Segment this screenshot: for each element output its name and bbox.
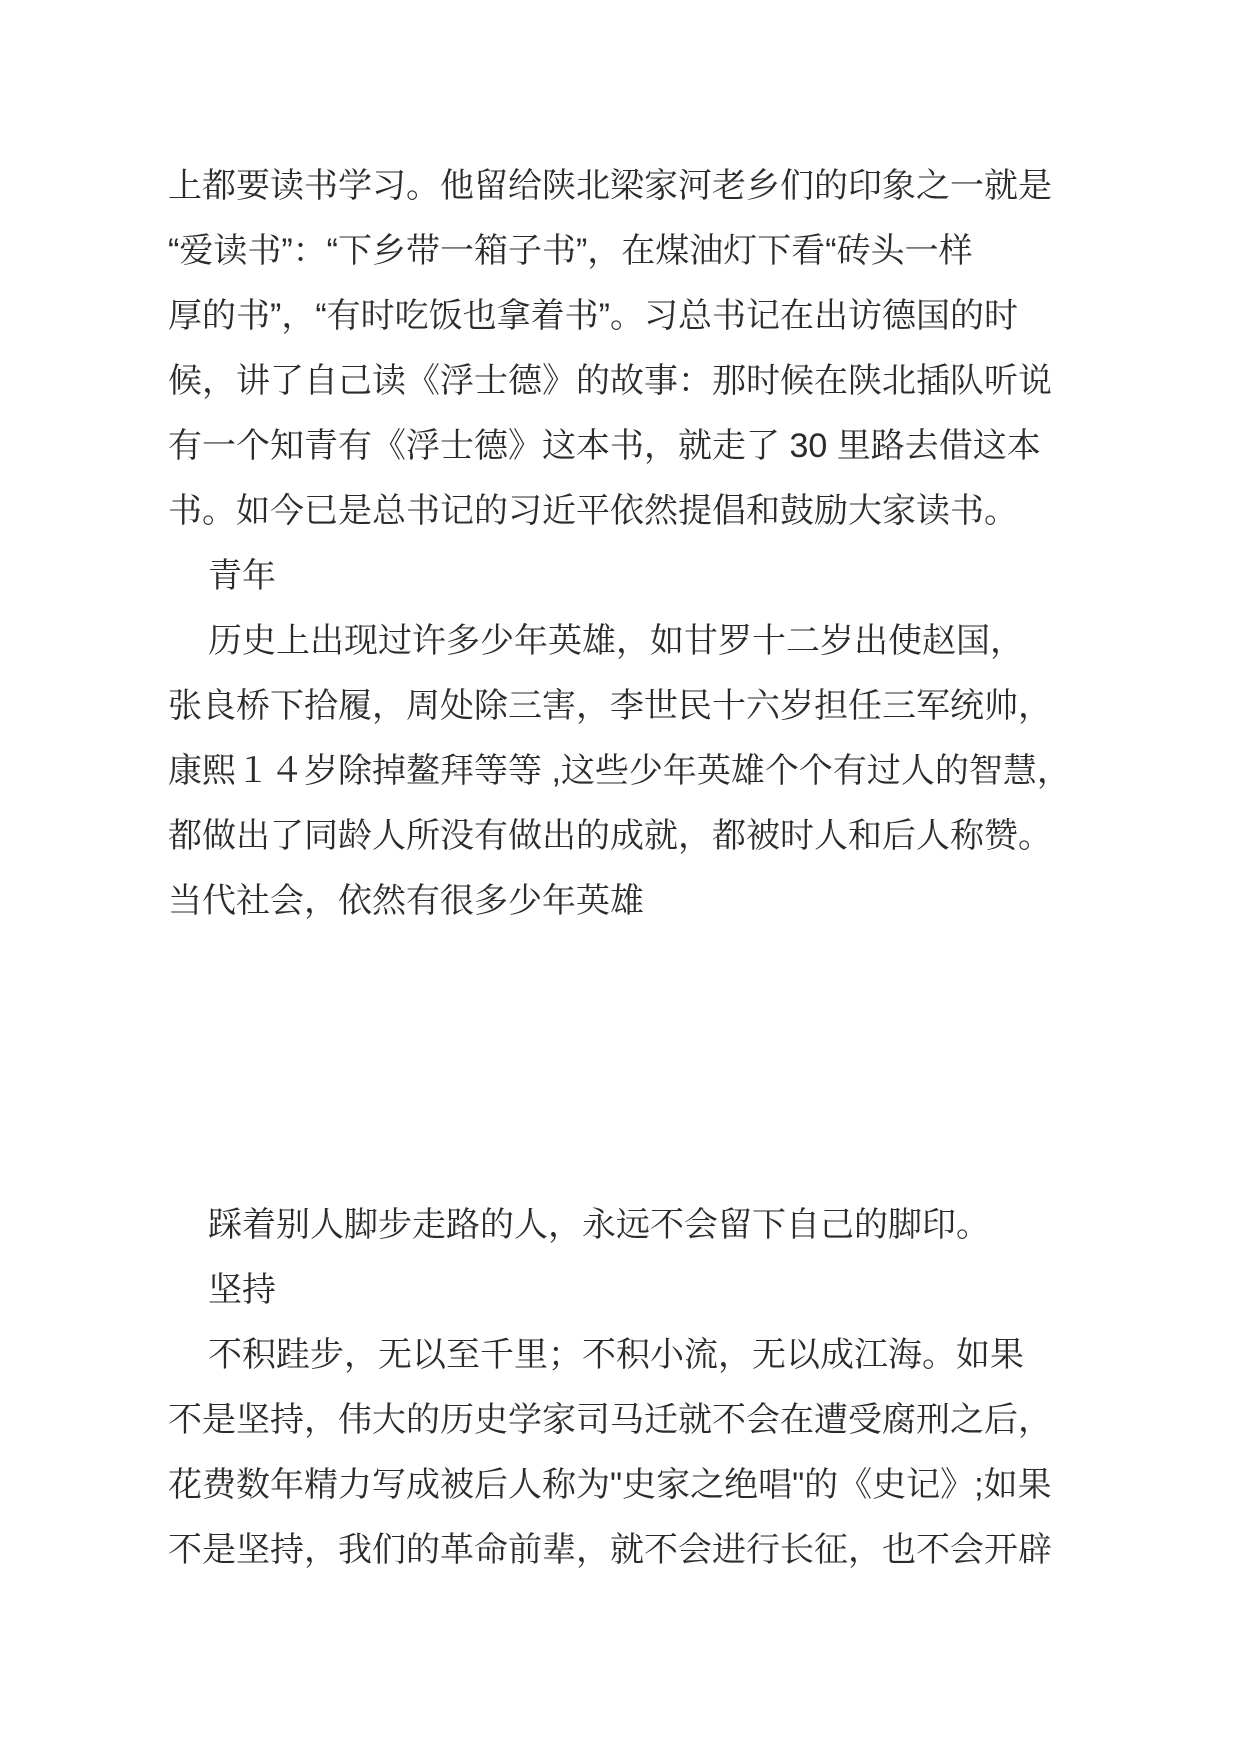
text-line: 张良桥下拾履，周处除三害，李世民十六岁担任三军统帅， — [168, 687, 1052, 725]
text-block — [168, 154, 1128, 1583]
text-line: 当代社会，依然有很多少年英雄 — [168, 882, 644, 920]
text-line: 不是坚持，伟大的历史学家司马迁就不会在遭受腐刑之后， — [168, 1401, 1052, 1439]
paragraph-heading-persistence: 坚持 — [208, 1271, 276, 1309]
text-line: 厚的书”，“有时吃饭也拿着书”。习总书记在出访德国的时 — [168, 297, 1018, 335]
text-line: 花费数年精力写成被后人称为"史家之绝唱"的《史记》;如果 — [168, 1466, 1052, 1504]
blank-space — [168, 934, 1128, 1193]
text-line: 上都要读书学习。他留给陕北梁家河老乡们的印象之一就是 — [168, 167, 1052, 205]
text-line: 踩着别人脚步走路的人，永远不会留下自己的脚印。 — [208, 1206, 990, 1244]
text-line: 候，讲了自己读《浮士德》的故事：那时候在陕北插队听说 — [168, 362, 1052, 400]
text-line: 历史上出现过许多少年英雄，如甘罗十二岁出使赵国， — [208, 622, 1024, 660]
text-line: 都做出了同龄人所没有做出的成就，都被时人和后人称赞。 — [168, 817, 1052, 855]
paragraph-heading-youth: 青年 — [208, 557, 276, 595]
text-line: 有一个知青有《浮士德》这本书，就走了 30 里路去借这本 — [168, 427, 1041, 465]
text-line: 康熙１４岁除掉鳌拜等等 ,这些少年英雄个个有过人的智慧， — [168, 752, 1071, 790]
text-line: 不积跬步，无以至千里；不积小流，无以成江海。如果 — [208, 1336, 1024, 1374]
text-line: “爱读书”：“下乡带一箱子书”，在煤油灯下看“砖头一样 — [168, 232, 973, 270]
text-line: 不是坚持，我们的革命前辈，就不会进行长征，也不会开辟 — [168, 1531, 1052, 1569]
text-line: 书。如今已是总书记的习近平依然提倡和鼓励大家读书。 — [168, 492, 1018, 530]
